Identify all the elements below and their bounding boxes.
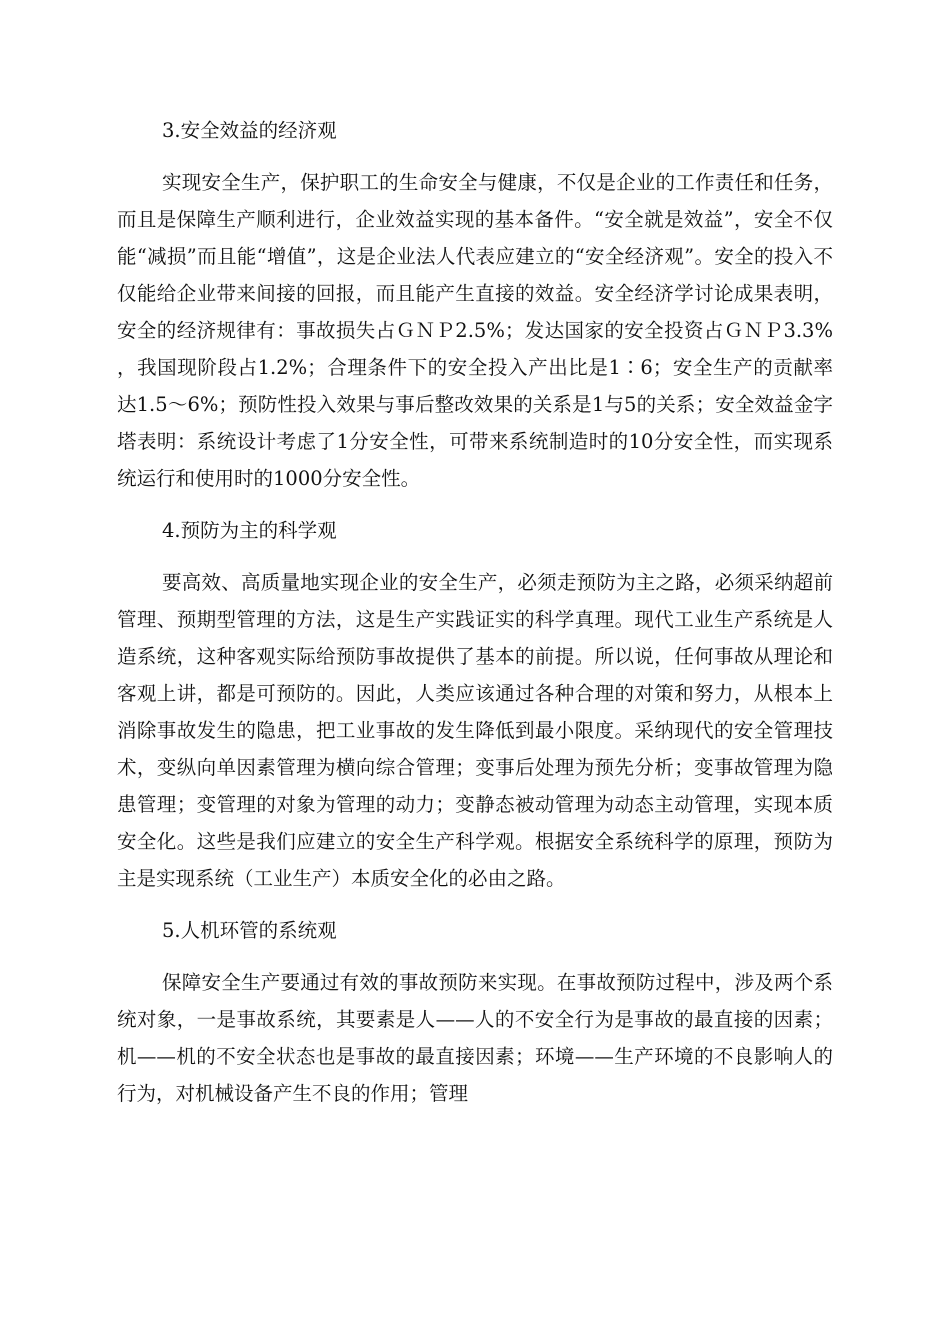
section-paragraph: 要高效、高质量地实现企业的安全生产，必须走预防为主之路，必须采纳超前管理、预期型管理的方法，这是生产实践证实的科学真理。现代工业生产系统是人造系统，这种客观实际给预防事故提供了基本的前提。所以说，任何事故从理论和客观上讲，都是可预防的。因此，人类应该通过各种合理的对策和努力，从根本上消除事故发生的隐患，把工业事故的发生降低到最小限度。采纳现代的安全管理技术，变纵向单因素管理为横向综合管理；变事后处理为预先分析；变事故管理为隐患管理；变管理的对象为管理的动力；变静态被动管理为动态主动管理，实现本质安全化。这些是我们应建立的安全生产科学观。根据安全系统科学的原理，预防为主是实现系统（工业生产）本质安全化的必由之路。 (117, 571, 833, 890)
section-heading: 5.人机环管的系统观 (162, 919, 337, 942)
section-paragraph: 实现安全生产，保护职工的生命安全与健康，不仅是企业的工作责任和任务，而且是保障生产顺利进行，企业效益实现的基本备件。“安全就是效益”，安全不仅能“减损”而且能“增值”，这是企业法人代表应建立的“安全经济观”。安全的投入不仅能给企业带来间接的回报，而且能产生直接的效益。安全经济学讨论成果表明，安全的经济规律有：事故损失占ＧＮＰ2.5%；发达国家的安全投资占ＧＮＰ3.3%，我国现阶段占1.2%；合理条件下的安全投入产出比是1∶6；安全生产的贡献率达1.5～6%；预防性投入效果与事后整改效果的关系是1与5的关系；安全效益金字塔表明：系统设计考虑了1分安全性，可带来系统制造时的10分安全性，而实现系统运行和使用时的1000分安全性。 (117, 171, 833, 490)
section-heading: 3.安全效益的经济观 (162, 119, 337, 142)
section-paragraph: 保障安全生产要通过有效的事故预防来实现。在事故预防过程中，涉及两个系统对象，一是事故系统，其要素是人——人的不安全行为是事故的最直接的因素；机——机的不安全状态也是事故的最直接因素；环境——生产环境的不良影响人的行为，对机械设备产生不良的作用；管理 (117, 971, 833, 1105)
document-body (117, 112, 833, 1112)
section-heading: 4.预防为主的科学观 (162, 519, 337, 542)
